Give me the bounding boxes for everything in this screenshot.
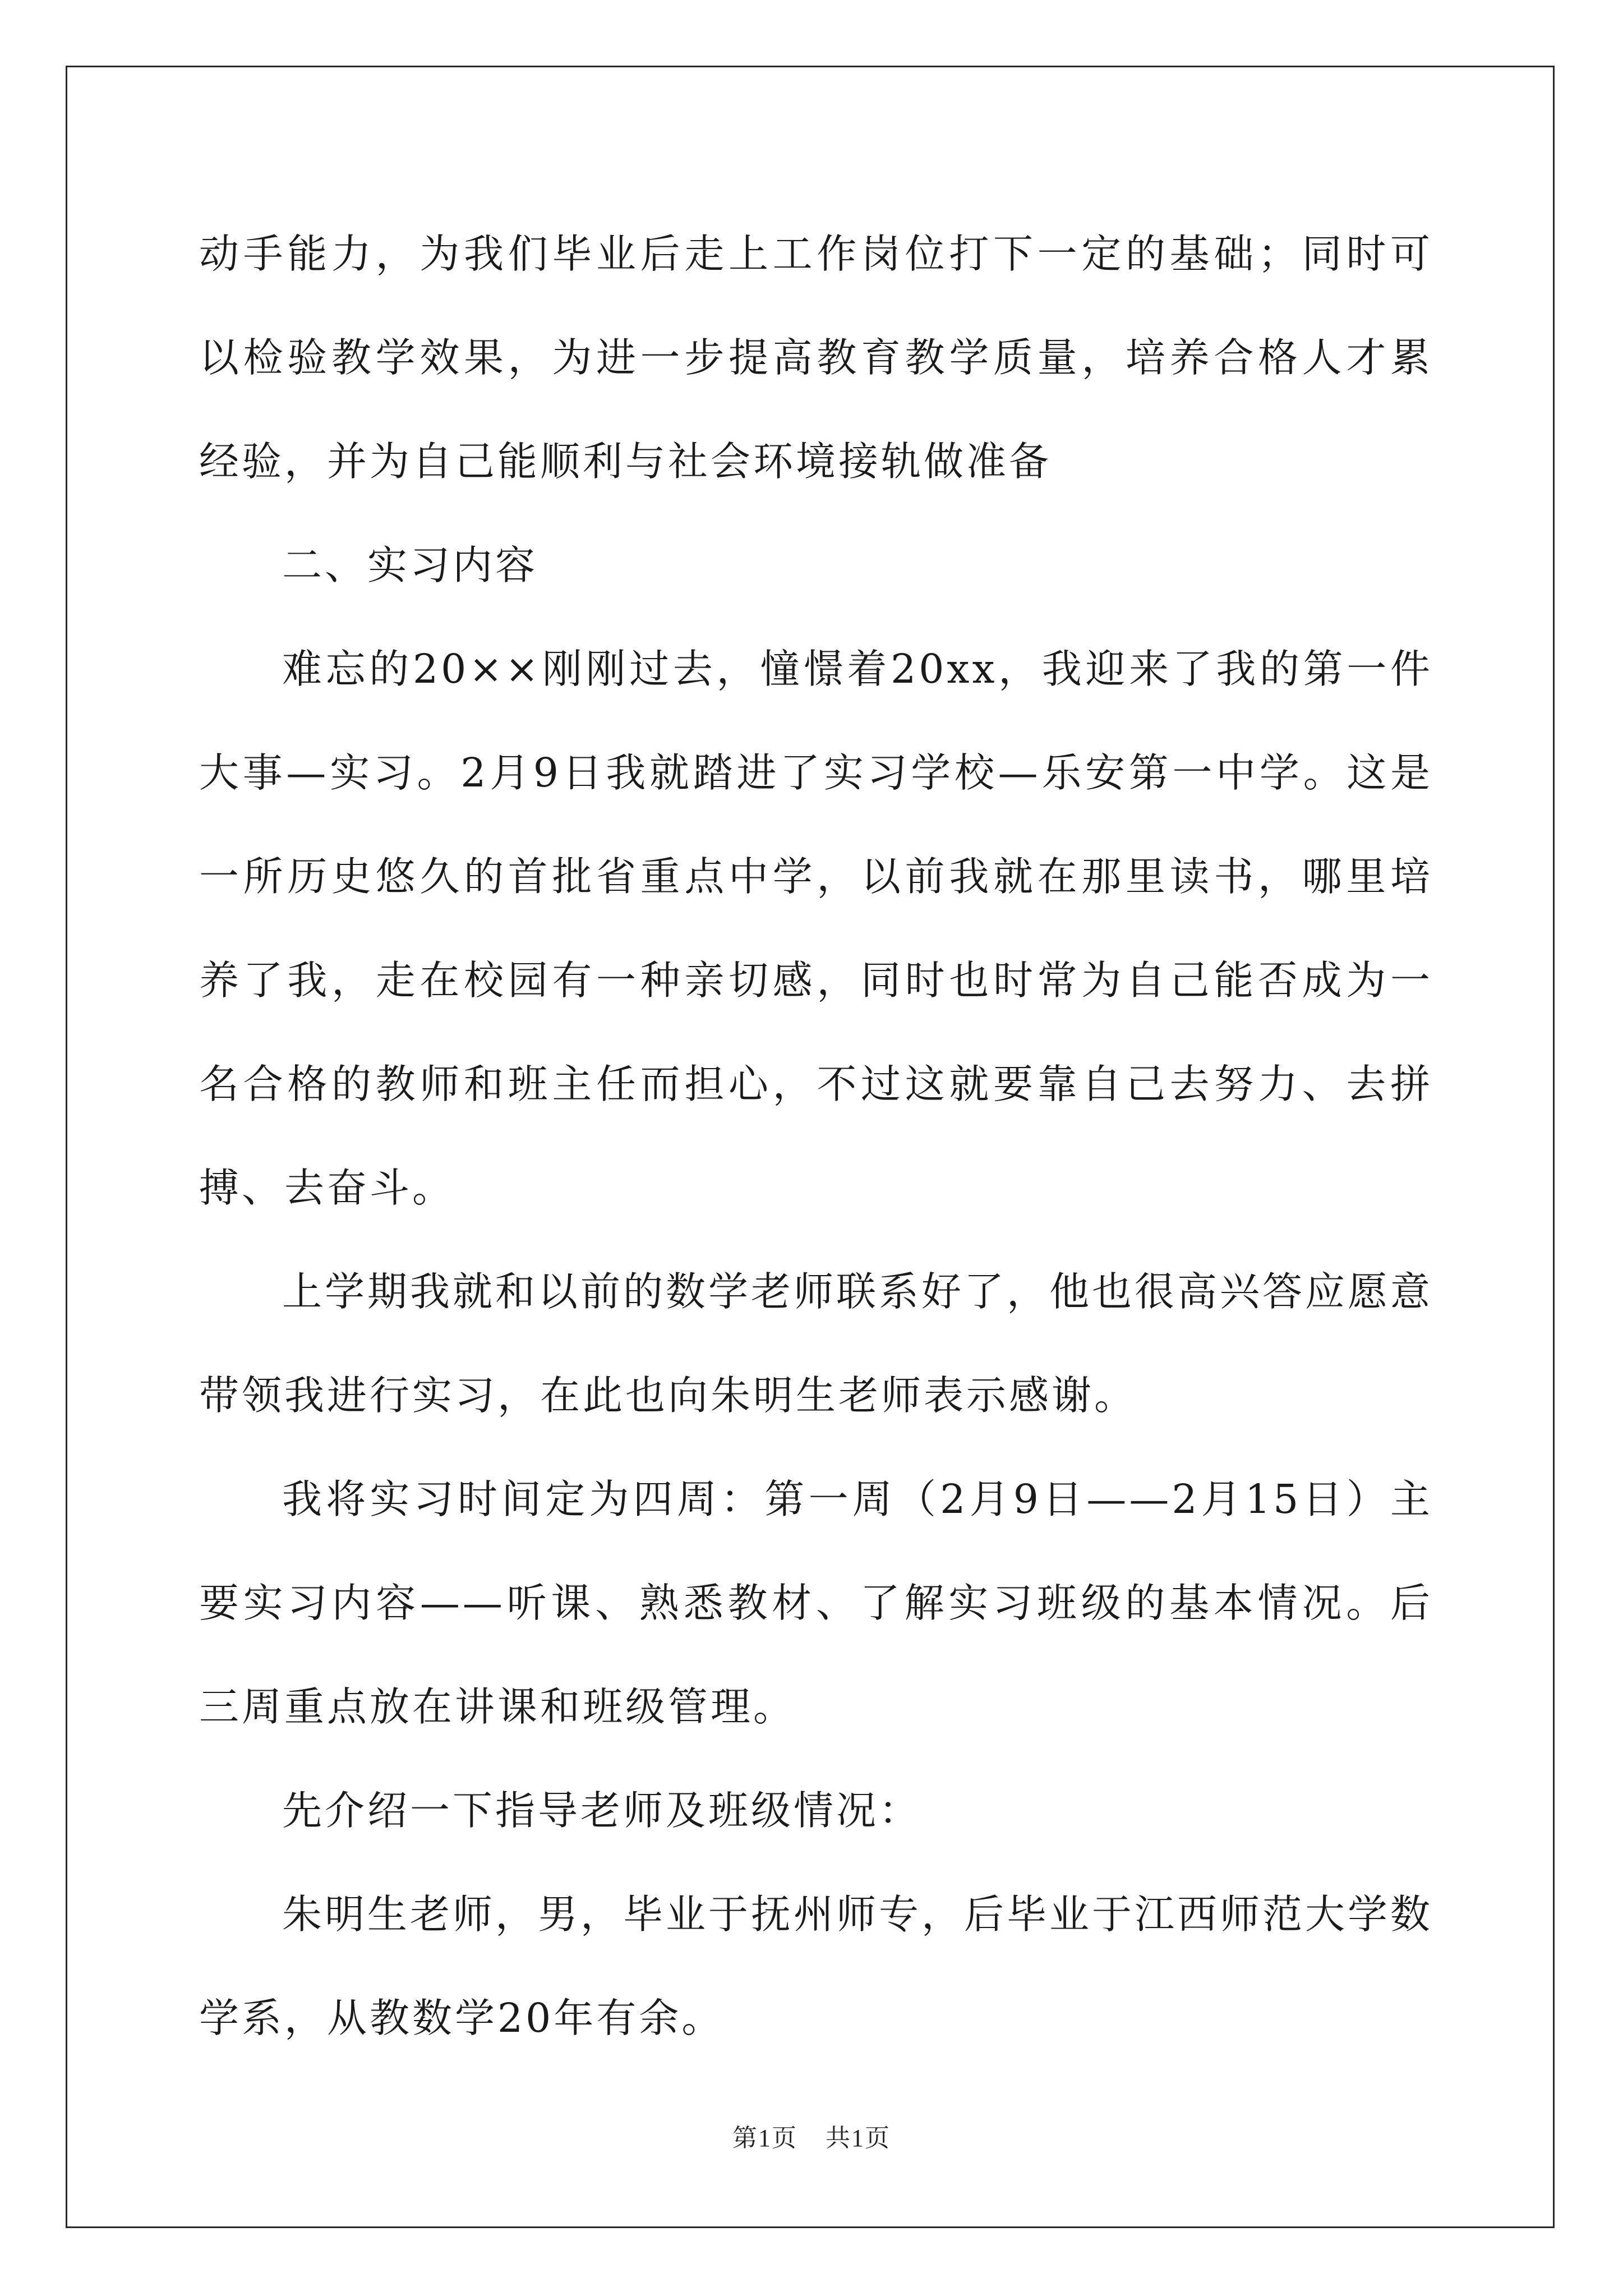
document-body [199,202,1433,2070]
paragraph-arrival: 难忘的20××刚刚过去，憧憬着20xx，我迎来了我的第一件大事—实习。2月9日我就踏进了实习学校—乐安第一中学。这是一所历史悠久的首批省重点中学，以前我就在那里读书，哪里培养了我，走在校园有一种亲切感，同时也时常为自己能否成为一名合格的教师和班主任而担心，不过这就要靠自己去努力、去拼搏、去奋斗。 [199,646,1433,1211]
paragraph-schedule: 我将实习时间定为四周：第一周（2月9日——2月15日）主要实习内容——听课、熟悉教材、了解实习班级的基本情况。后三周重点放在讲课和班级管理。 [199,1476,1433,1730]
paragraph-intro-heading: 先介绍一下指导老师及班级情况： [282,1787,922,1834]
page-number-total: 共1页 [826,2124,891,2152]
paragraph-continuation: 动手能力，为我们毕业后走上工作岗位打下一定的基础；同时可以检验教学效果，为进一步提高教育教学质量，培养合格人才累经验，并为自己能顺利与社会环境接轨做准备 [199,231,1433,485]
section-heading-internship-content: 二、实习内容 [282,542,538,588]
page-footer [0,2118,1623,2154]
page-number-current: 第1页 [732,2124,797,2152]
paragraph-teacher-profile: 朱明生老师，男，毕业于抚州师专，后毕业于江西师范大学数学系，从教数学20年有余。 [199,1891,1433,2041]
paragraph-teacher-contact: 上学期我就和以前的数学老师联系好了，他也很高兴答应愿意带领我进行实习，在此也向朱明生老师表示感谢。 [199,1268,1433,1419]
